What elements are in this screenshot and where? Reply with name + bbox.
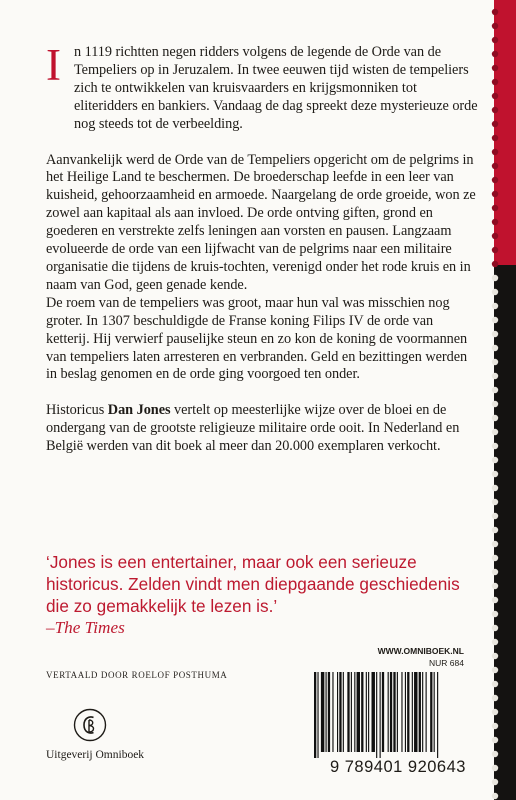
spine-dot: [492, 765, 498, 771]
spine-dot: [492, 79, 498, 85]
spine-dot: [492, 625, 498, 631]
spine-dot: [492, 471, 498, 477]
spine-dot: [492, 779, 498, 785]
barcode-bar: [382, 672, 384, 752]
spine-dot: [492, 303, 498, 309]
spine-dot: [492, 121, 498, 127]
barcode-bar: [393, 672, 395, 752]
barcode-bar: [437, 672, 438, 758]
barcode-bar: [401, 672, 402, 752]
spine-dot: [492, 219, 498, 225]
spine-dot: [492, 611, 498, 617]
spine-dot: [492, 9, 498, 15]
barcode-bar: [337, 672, 338, 752]
review-quote: [46, 551, 486, 639]
barcode-bar: [390, 672, 392, 752]
spine-dot: [492, 737, 498, 743]
nur-code: NUR 684: [429, 658, 464, 668]
barcode-bar: [405, 672, 406, 752]
spine-dot: [492, 387, 498, 393]
barcode-bar: [347, 672, 349, 752]
spine-dot: [492, 513, 498, 519]
spine-dot: [492, 177, 498, 183]
barcode-bar: [314, 672, 316, 758]
barcode-bar: [317, 672, 318, 758]
spine-dot: [492, 275, 498, 281]
quote-text: ‘Jones is een entertainer, maar ook een serieuze historicus. Zelden vindt men diepgaande geschiedenis die zo gemakkelijk te lezen is.’: [46, 552, 460, 616]
spine-dot: [492, 597, 498, 603]
spine-dot: [492, 541, 498, 547]
barcode-bar: [376, 672, 377, 758]
spine-dot: [492, 709, 498, 715]
publisher-name: Uitgeverij Omniboek: [46, 749, 145, 761]
spine-dot: [492, 723, 498, 729]
spine-dot: [492, 107, 498, 113]
barcode-bar: [361, 672, 363, 752]
spine-dot: [492, 583, 498, 589]
barcode-bar: [372, 672, 375, 752]
spine-dot: [492, 681, 498, 687]
spine-dot: [492, 639, 498, 645]
barcode-bar: [380, 672, 381, 758]
spine-dot: [492, 401, 498, 407]
barcode-bar: [426, 672, 427, 752]
spine-dot: [492, 345, 498, 351]
barcode-bar: [422, 672, 423, 752]
spine-dot: [492, 485, 498, 491]
spine-dot: [492, 415, 498, 421]
spine-dot: [492, 751, 498, 757]
barcode-bar: [332, 672, 333, 752]
spine-dot: [492, 163, 498, 169]
barcode-bar: [343, 672, 344, 752]
spine-dot: [492, 429, 498, 435]
spine-dot: [492, 667, 498, 673]
spine-dot: [492, 65, 498, 71]
spine-dot: [492, 233, 498, 239]
spine-dot: [492, 793, 498, 799]
barcode-bar: [434, 672, 435, 752]
quote-source: –The Times: [46, 618, 125, 637]
spine-dot: [492, 527, 498, 533]
spine-dot: [492, 695, 498, 701]
spine-dot: [492, 569, 498, 575]
barcode-bar: [419, 672, 421, 752]
barcode-bar: [430, 672, 432, 752]
spine-dot: [492, 135, 498, 141]
barcode-bar: [357, 672, 360, 752]
spine-dot: [492, 205, 498, 211]
spine-dot: [492, 317, 498, 323]
spine-dot: [492, 653, 498, 659]
barcode-bar: [366, 672, 367, 752]
spine-dot: [492, 499, 498, 505]
isbn-number: 9 789401 920643: [330, 758, 466, 776]
drop-cap: I: [46, 40, 61, 90]
spine-dot: [492, 93, 498, 99]
barcode-bar: [407, 672, 409, 752]
barcode-bar: [354, 672, 355, 752]
downfall-paragraph: De roem van de tempeliers was groot, maar hun val was misschien nog groter. In 1307 beschuldigde de Franse koning Filips IV de orde van ketterij. Hij verwierf pauselijke steun en zo kon de koning de voormannen van tempeliers laten arresteren en verbranden. Geld en bezittingen werden in beslag genomen en de orde ging voorgoed ten onder.: [46, 294, 468, 383]
barcode-bar: [328, 672, 330, 752]
barcode-bar: [397, 672, 398, 752]
spine-dot: [492, 359, 498, 365]
spine-dot: [492, 457, 498, 463]
spine-dot: [492, 555, 498, 561]
website-label: WWW.OMNIBOEK.NL: [377, 646, 464, 656]
spine-dot: [492, 149, 498, 155]
barcode-bar: [339, 672, 341, 752]
spine-dot: [492, 37, 498, 43]
author-paragraph: Historicus Dan Jones vertelt op meesterlijke wijze over de bloei en de ondergang van de grootste religieuze militaire orde ooit. In Nederland en België werden van dit boek al meer dan 20.000 exemplaren verkocht.: [46, 402, 460, 455]
spine-dot: [492, 247, 498, 253]
spine-dot: [492, 51, 498, 57]
spine-binding-dots: [488, 0, 502, 800]
publisher-logo-icon: [73, 708, 107, 742]
barcode-bar: [414, 672, 417, 752]
spine-dot: [492, 23, 498, 29]
author-name: Dan Jones: [107, 402, 171, 419]
history-paragraph: Aanvankelijk werd de Orde van de Tempeliers opgericht om de pelgrims in het Heilige Land te beschermen. De broederschap leefde in een leer van kuisheid, gehoorzaamheid en armoede. Naargelang de orde groeide, won ze zowel aan kapitaal als aan invloed. De orde ontving giften, grond en goederen en verstrekte zelfs leningen aan vorsten en pausen. Langzaam evolueerde de orde van een lijfwacht van de pelgrims naar een militaire organisatie die tijdens de kruis-tochten, verenigd onder het rode kruis en in naam van God, geen genade kende.: [46, 151, 476, 293]
translator-credit: VERTAALD DOOR ROELOF POSTHUMA: [46, 670, 228, 680]
intro-paragraph: I n 1119 richtten negen ridders volgens de legende de Orde van de Tempeliers op in Jeruzalem. In twee eeuwen tijd wisten de tempeliers zich te ontwikkelen van kruisvaarders en krijgsmonniken tot eliteridders en bankiers. Vandaag de dag spreekt deze mysterieuze orde nog steeds tot de verbeelding.: [46, 40, 478, 132]
blurb: [46, 40, 478, 456]
spine-dot: [492, 331, 498, 337]
barcode-bar: [388, 672, 389, 752]
isbn-barcode: [308, 672, 474, 758]
spine-dot: [492, 443, 498, 449]
spine-dot: [492, 191, 498, 197]
barcode-bar: [412, 672, 413, 752]
spine-dot: [492, 261, 498, 267]
barcode-bar: [321, 672, 324, 752]
barcode-bar: [326, 672, 327, 752]
barcode-bar: [351, 672, 352, 752]
barcode-bar: [368, 672, 369, 752]
spine-dot: [492, 373, 498, 379]
spine-dot: [492, 289, 498, 295]
